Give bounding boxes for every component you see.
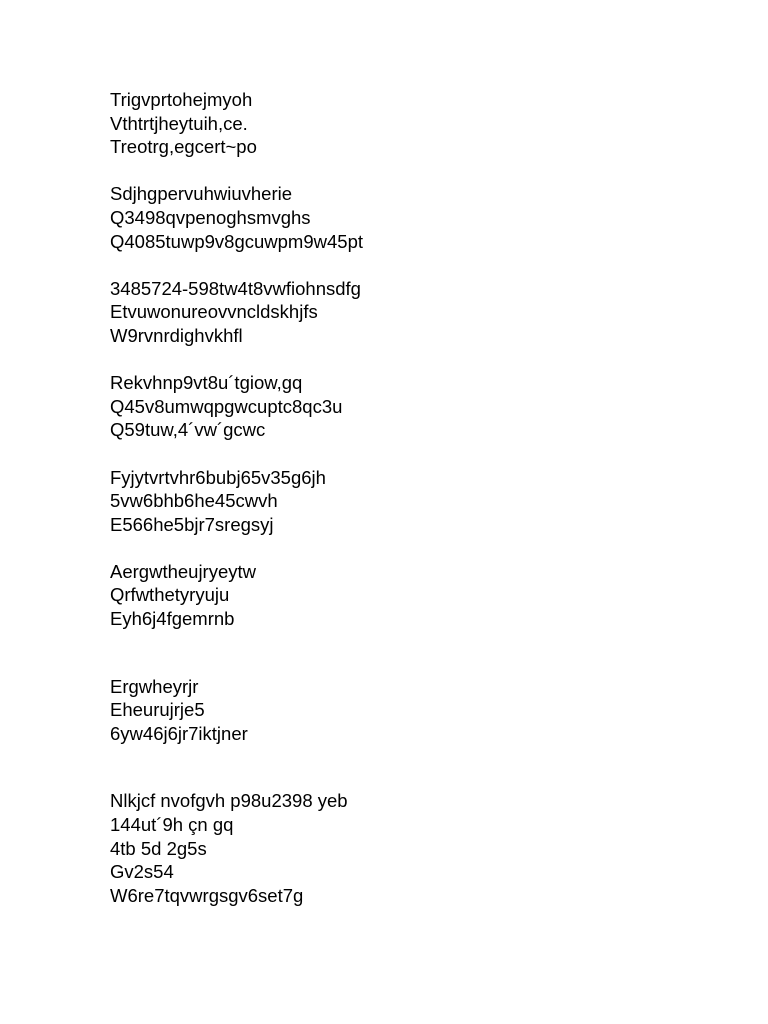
text-block-3	[110, 277, 750, 348]
text-line: Trigvprtohejmyoh	[110, 89, 253, 110]
text-line: Treotrg,egcert~po	[110, 136, 257, 158]
text-line: Ergwheyrjr	[110, 675, 199, 697]
text-block-7	[110, 675, 750, 746]
text-line: 5vw6bhb6he45cwvh	[110, 490, 278, 512]
text-line: Nlkjcf nvofgvh p98u2398 yeb	[110, 790, 348, 812]
text-line: Aergwtheujryeytw	[110, 560, 257, 582]
text-line: 4tb 5d 2g5s	[110, 837, 207, 859]
text-block-2	[110, 182, 750, 253]
text-line: 3485724-598tw4t8vwfiohnsdfg	[110, 277, 361, 299]
text-line: Q45v8umwqpgwcuptc8qc3u	[110, 395, 343, 417]
text-line: 144ut´9h çn gq	[110, 814, 234, 836]
text-block-8	[110, 789, 750, 907]
text-line: Gv2s54	[110, 861, 174, 883]
text-block-5	[110, 466, 750, 537]
document-page	[110, 88, 750, 907]
text-line: Vthtrtjheytuih,ce.	[110, 112, 248, 134]
text-line: 6yw46j6jr7iktjner	[110, 722, 248, 744]
text-line: Eyh6j4fgemrnb	[110, 608, 235, 630]
text-line: Etvuwonureovvncldskhjfs	[110, 301, 318, 323]
text-line: W9rvnrdighvkhfl	[110, 324, 243, 346]
text-block-6	[110, 560, 750, 631]
text-line: E566he5bjr7sregsyj	[110, 513, 274, 535]
text-line: Q4085tuwp9v8gcuwpm9w45pt	[110, 230, 363, 252]
text-block-1	[110, 88, 750, 159]
text-line: Q59tuw,4´vw´gcwc	[110, 419, 266, 441]
text-block-4	[110, 371, 750, 442]
text-line: Q3498qvpenoghsmvghs	[110, 206, 311, 228]
text-line: Sdjhgpervuhwiuvherie	[110, 183, 293, 205]
text-line: Fyjytvrtvhr6bubj65v35g6jh	[110, 466, 326, 488]
text-line: Qrfwthetyryuju	[110, 584, 230, 606]
text-line: Rekvhnp9vt8u´tgiow,gq	[110, 372, 303, 394]
text-line: Eheurujrje5	[110, 699, 205, 721]
text-line: W6re7tqvwrgsgv6set7g	[110, 884, 304, 906]
